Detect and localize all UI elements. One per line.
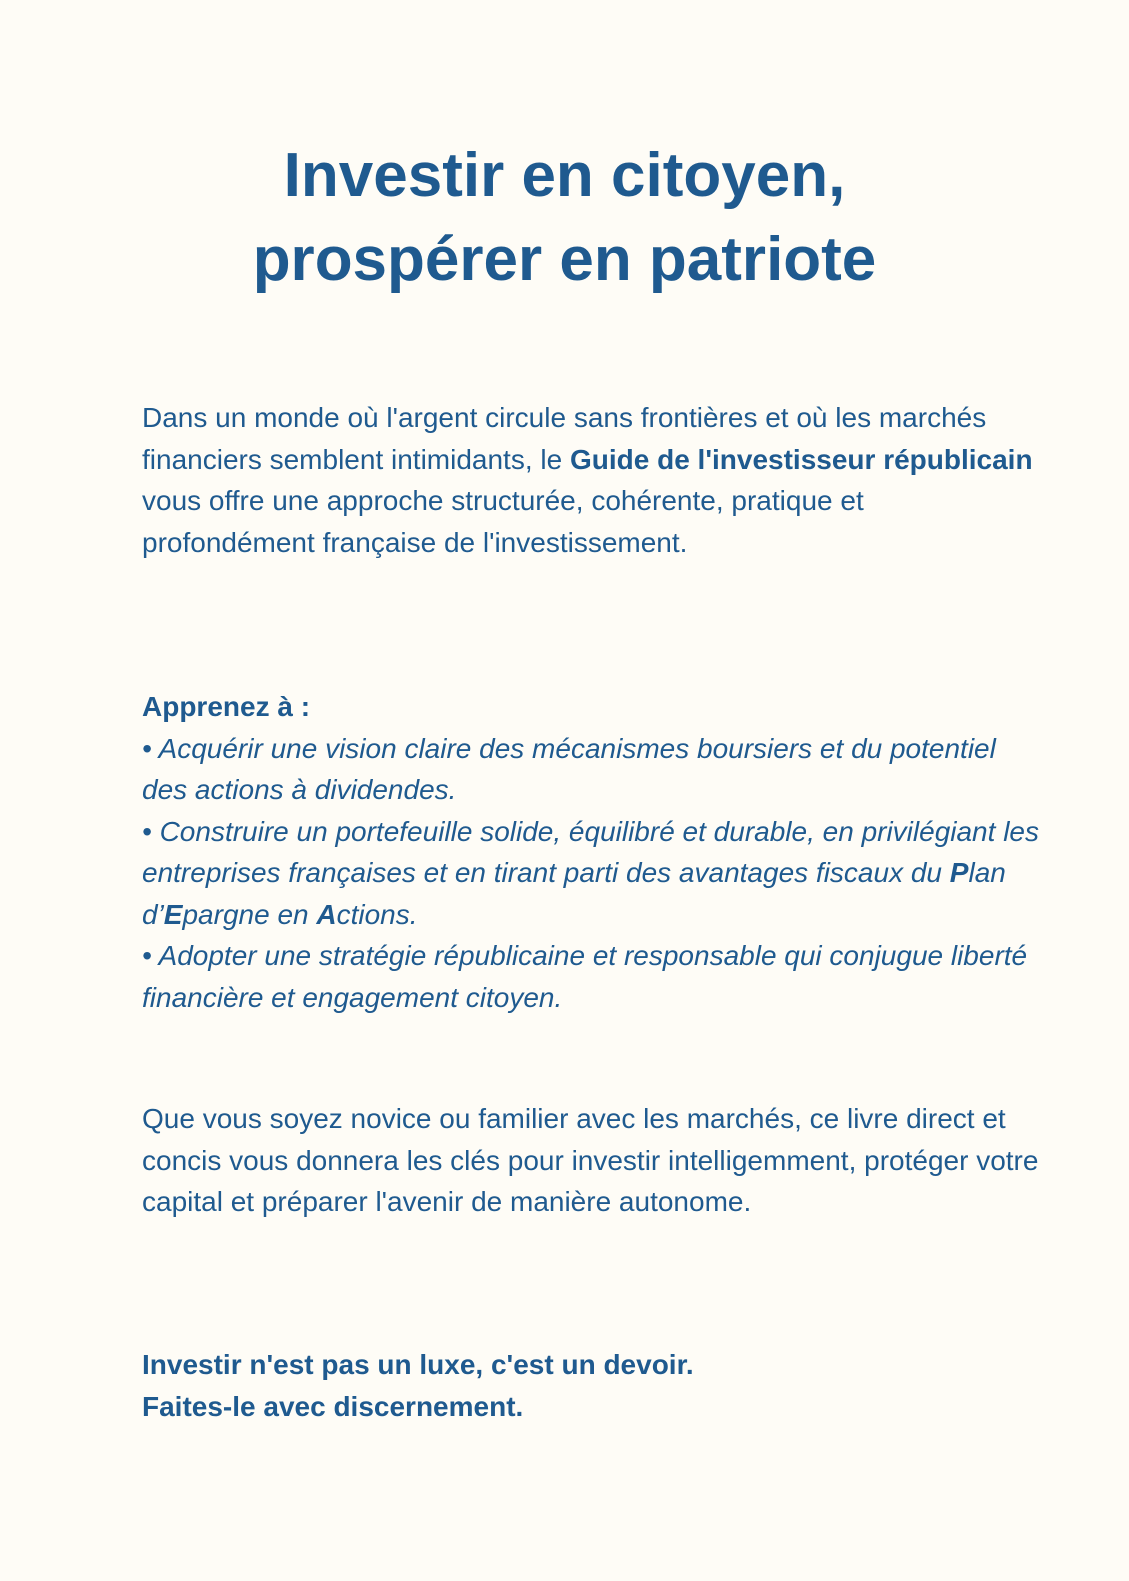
intro-text-start: Dans un monde où l'argent circule sans frontières et où les marchés financiers semblent intimidants, le <box>142 402 987 475</box>
motto <box>142 1344 1042 1427</box>
pea-word-actions: ctions. <box>336 898 418 930</box>
learn-bullet-3: • Adopter une stratégie républicaine et responsable qui conjugue liberté financière et engagement citoyen. <box>142 940 1028 1013</box>
motto-line-1: Investir n'est pas un luxe, c'est un devoir. <box>142 1349 694 1380</box>
page-title <box>0 134 1129 302</box>
pea-letter-e: E <box>163 898 183 930</box>
pea-word-plan: lan d’ <box>142 857 1006 930</box>
pea-word-epargne: pargne en <box>182 898 317 930</box>
learn-bullet-2 <box>142 811 1042 936</box>
closing-paragraph: Que vous soyez novice ou familier avec les marchés, ce livre direct et concis vous donnera les clés pour investir intelligemment, protéger votre capital et préparer l'avenir de manière autonome. <box>142 1103 1039 1217</box>
learn-bullet-2-text: • Construire un portefeuille solide, équilibré et durable, en privilégiant les entreprises françaises et en tirant parti des avantages fiscaux du <box>142 815 1039 888</box>
learn-heading: Apprenez à : <box>142 691 311 722</box>
pea-letter-p: P <box>949 857 969 888</box>
learn-section <box>142 686 1042 1018</box>
intro-text-end: vous offre une approche structurée, cohérente, pratique et profondément française de l'investissement. <box>142 485 864 558</box>
motto-line-2: Faites-le avec discernement. <box>142 1390 524 1422</box>
title-line-2: prospérer en patriote <box>252 225 877 294</box>
intro-paragraph <box>142 397 1042 563</box>
learn-bullet-1: • Acquérir une vision claire des mécanismes boursiers et du potentiel des actions à dividendes. <box>142 732 996 805</box>
title-line-1: Investir en citoyen, <box>283 141 846 210</box>
guide-name: Guide de l'investisseur républicain <box>569 443 1033 475</box>
pea-letter-a: A <box>316 898 337 930</box>
